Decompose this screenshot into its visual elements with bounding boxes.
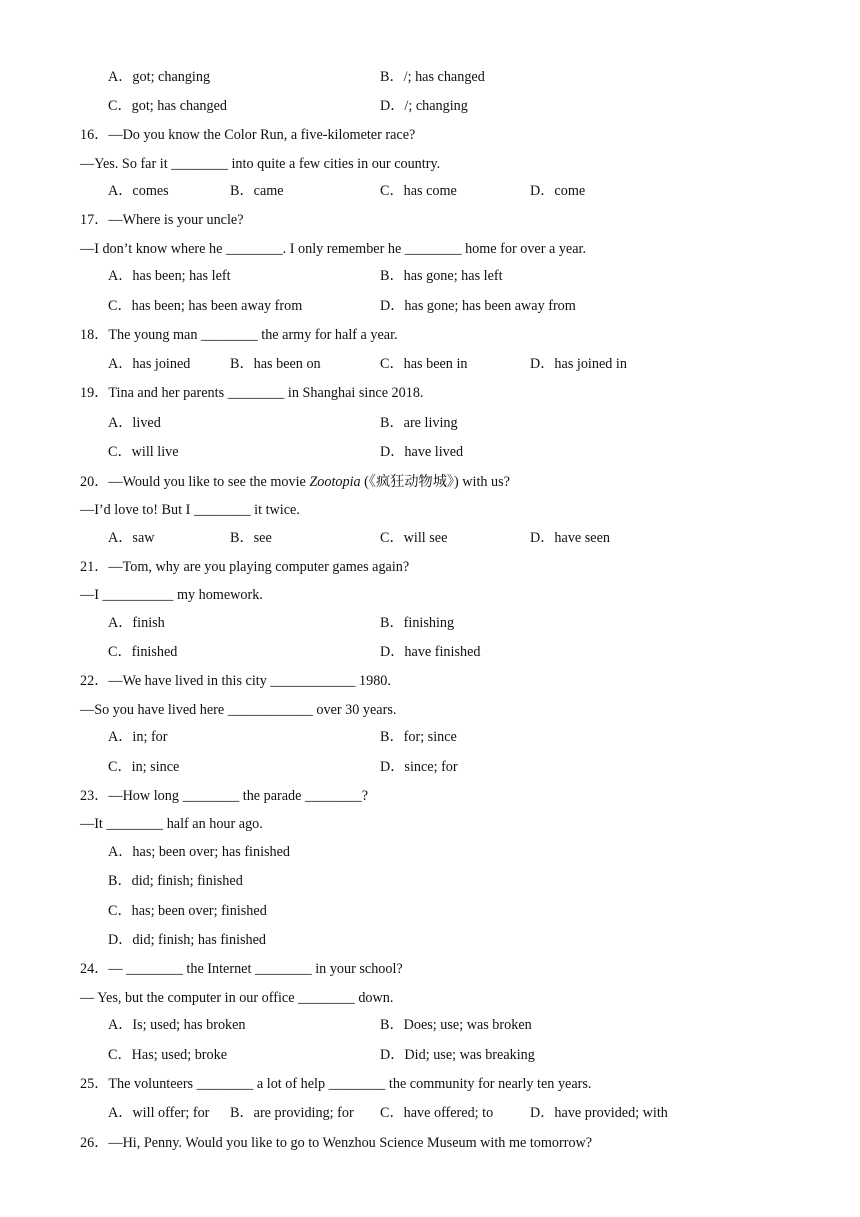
q26-stem: 26．—Hi, Penny. Would you like to go to Wenzhou Science Museum with me tomorrow? [80,1135,593,1151]
q23-reply: —It ________ half an hour ago. [80,816,263,832]
q21-stem: 21．—Tom, why are you playing computer games again? [80,559,410,575]
q23-option-b: B．did; finish; finished [108,873,243,889]
q24-reply: — Yes, but the computer in our office ________ down. [80,990,394,1006]
q16-option-c: C．has come [380,183,457,199]
q16-reply: —Yes. So far it ________ into quite a few cities in our country. [80,156,441,172]
q17-option-a: A．has been; has left [108,268,231,284]
q17-option-c: C．has been; has been away from [108,298,303,314]
q18-stem: 18．The young man ________ the army for half a year. [80,327,398,343]
q20-option-d: D．have seen [530,530,610,546]
q22-option-a: A．in; for [108,729,168,745]
q22-option-d: D．since; for [380,759,458,775]
q16-option-a: A．comes [108,183,169,199]
q15-option-b: B．/; has changed [380,69,485,85]
q20-reply: —I’d love to! But I ________ it twice. [80,502,300,518]
q22-stem: 22．—We have lived in this city ____________ 1980. [80,673,391,689]
q22-option-b: B．for; since [380,729,457,745]
q18-option-c: C．has been in [380,356,468,372]
q23-stem: 23．—How long ________ the parade ________? [80,788,369,804]
q23-option-c: C．has; been over; finished [108,903,267,919]
q23-option-a: A．has; been over; has finished [108,844,291,860]
q16-option-d: D．come [530,183,586,199]
q15-option-d: D．/; changing [380,98,468,114]
q24-option-c: C．Has; used; broke [108,1047,228,1063]
q19-option-b: B．are living [380,415,458,431]
q18-option-b: B．has been on [230,356,321,372]
q17-option-b: B．has gone; has left [380,268,503,284]
q22-reply: —So you have lived here ____________ over 30 years. [80,702,397,718]
q20-option-c: C．will see [380,530,448,546]
q18-option-a: A．has joined [108,356,191,372]
q17-stem: 17．—Where is your uncle? [80,212,244,228]
q24-option-b: B．Does; use; was broken [380,1017,532,1033]
q24-option-a: A．Is; used; has broken [108,1017,246,1033]
q19-stem: 19．Tina and her parents ________ in Shanghai since 2018. [80,385,424,401]
q24-stem: 24．— ________ the Internet ________ in your school? [80,961,403,977]
q16-stem: 16．—Do you know the Color Run, a five-kilometer race? [80,127,416,143]
q21-option-d: D．have finished [380,644,481,660]
q25-option-b: B．are providing; for [230,1105,354,1121]
q25-stem: 25．The volunteers ________ a lot of help ________ the community for nearly ten years. [80,1076,592,1092]
q25-option-d: D．have provided; with [530,1105,668,1121]
q15-option-a: A．got; changing [108,69,211,85]
q24-option-d: D．Did; use; was breaking [380,1047,535,1063]
movie-title: Zootopia [309,474,361,490]
q20-stem: 20．—Would you like to see the movie Zootopia (《疯狂动物城》) with us? [80,474,510,490]
q15-option-c: C．got; has changed [108,98,227,114]
q21-option-b: B．finishing [380,615,455,631]
q17-reply: —I don’t know where he ________. I only remember he ________ home for over a year. [80,241,587,257]
q19-option-c: C．will live [108,444,179,460]
q21-option-a: A．finish [108,615,165,631]
q20-option-a: A．saw [108,530,155,546]
q21-reply: —I __________ my homework. [80,587,263,603]
q20-option-b: B．see [230,530,272,546]
q21-option-c: C．finished [108,644,178,660]
q16-option-b: B．came [230,183,284,199]
q19-option-a: A．lived [108,415,161,431]
q19-option-d: D．have lived [380,444,464,460]
q18-option-d: D．has joined in [530,356,627,372]
q25-option-c: C．have offered; to [380,1105,494,1121]
q17-option-d: D．has gone; has been away from [380,298,576,314]
q22-option-c: C．in; since [108,759,180,775]
q23-option-d: D．did; finish; has finished [108,932,267,948]
q25-option-a: A．will offer; for [108,1105,210,1121]
